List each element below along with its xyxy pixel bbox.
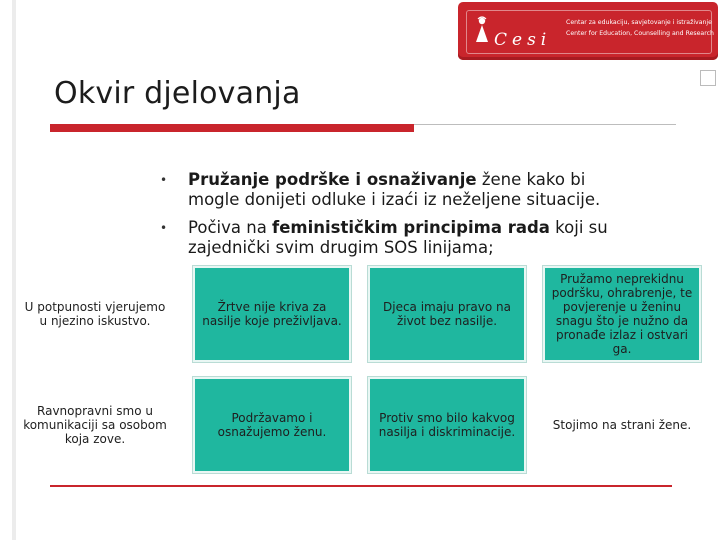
principle-text: Ravnopravni smo u komunikaciji sa osobom koja zove. bbox=[23, 404, 167, 446]
principle-text: Protiv smo bilo kakvog nasilja i diskriminacije. bbox=[378, 411, 516, 439]
bullet-dot-icon: • bbox=[160, 221, 168, 235]
principle-text: Žrtve nije kriva za nasilje koje preživljava. bbox=[202, 300, 342, 328]
principle-box-against-violence bbox=[368, 377, 526, 473]
principle-text: Podržavamo i osnažujemo ženu. bbox=[217, 411, 327, 439]
principle-box-equality bbox=[16, 377, 174, 473]
principle-box-children bbox=[368, 266, 526, 362]
bullet-text-continued: mogle donijeti odluke i izaći iz neželjene situacije. bbox=[188, 190, 601, 209]
woman-figure-icon bbox=[472, 16, 492, 46]
bullet-text-continued: zajednički svim drugim SOS linijama; bbox=[188, 238, 494, 257]
logo-wordmark: Cesi bbox=[494, 30, 552, 50]
page-title: Okvir djelovanja bbox=[54, 76, 301, 111]
bottom-divider bbox=[50, 485, 672, 487]
principle-box-trust bbox=[16, 266, 174, 362]
principle-box-not-guilty bbox=[193, 266, 351, 362]
bullet-bold-text: feminističkim principima rada bbox=[272, 218, 550, 237]
logo-tagline-line2: Center for Education, Counselling and Research bbox=[566, 30, 714, 37]
bullet-bold-text: Pružanje podrške i osnaživanje bbox=[188, 170, 477, 189]
principle-text: Stojimo na strani žene. bbox=[552, 418, 692, 432]
bullet-item bbox=[160, 170, 680, 210]
principle-text: Pružamo neprekidnu podršku, ohrabrenje, te povjerenje u ženinu snagu što je nužno da pronađe izlaz i ostvari ga. bbox=[551, 272, 693, 356]
bullet-text: žene kako bi bbox=[476, 170, 586, 189]
bullet-dot-icon: • bbox=[160, 173, 168, 187]
logo-tagline bbox=[566, 17, 716, 39]
logo-tagline-line1: Centar za edukaciju, savjetovanje i istraživanje bbox=[566, 19, 712, 26]
bullet-lead-text: Počiva na bbox=[188, 218, 273, 237]
principle-box-womens-side bbox=[543, 377, 701, 473]
principle-text: Djeca imaju pravo na život bez nasilje. bbox=[383, 300, 511, 328]
corner-square-icon bbox=[700, 70, 716, 86]
principle-text: U potpunosti vjerujemo u njezino iskustvo. bbox=[24, 300, 166, 328]
bullet-text: koji su bbox=[549, 218, 608, 237]
title-underline-red bbox=[50, 124, 414, 132]
bullet-list bbox=[160, 170, 680, 266]
principle-box-empower bbox=[193, 377, 351, 473]
bullet-item bbox=[160, 218, 680, 258]
title-underline-grey bbox=[414, 124, 676, 125]
principle-box-support bbox=[543, 266, 701, 362]
